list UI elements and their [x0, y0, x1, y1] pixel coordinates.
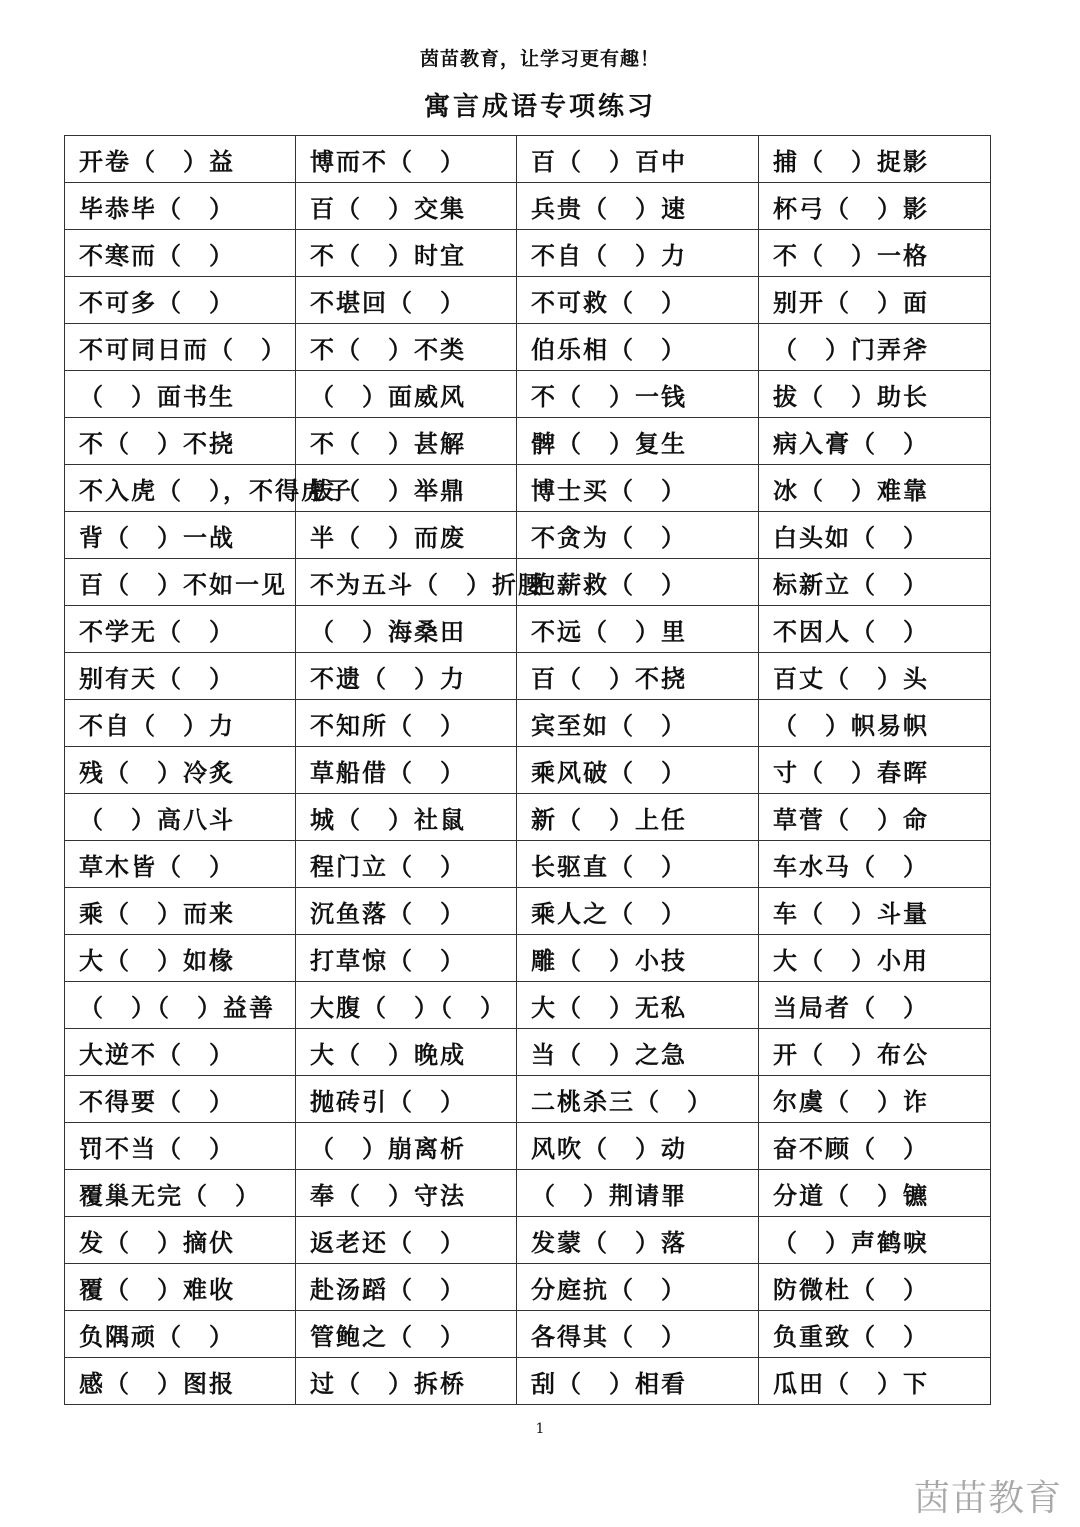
table-row: [65, 747, 991, 794]
idiom-cell: 半（ ）而废: [296, 512, 517, 559]
idiom-cell: 博士买（ ）: [517, 465, 759, 512]
idiom-cell: 分道（ ）镳: [759, 1170, 991, 1217]
idiom-cell: 感（ ）图报: [65, 1358, 296, 1405]
idiom-cell: 拔（ ）举鼎: [296, 465, 517, 512]
idiom-cell: 抛砖引（ ）: [296, 1076, 517, 1123]
idiom-cell: （ ）面威风: [296, 371, 517, 418]
idiom-cell: 当（ ）之急: [517, 1029, 759, 1076]
table-row: [65, 277, 991, 324]
idiom-cell: （ ）面书生: [65, 371, 296, 418]
idiom-cell: 草木皆（ ）: [65, 841, 296, 888]
idiom-cell: 标新立（ ）: [759, 559, 991, 606]
idiom-cell: 负重致（ ）: [759, 1311, 991, 1358]
idiom-cell: 不为五斗（ ）折腰: [296, 559, 517, 606]
idiom-cell: 兵贵（ ）速: [517, 183, 759, 230]
idiom-cell: 百丈（ ）头: [759, 653, 991, 700]
table-row: [65, 1123, 991, 1170]
header-slogan: 茵苗教育，让学习更有趣！: [419, 48, 660, 70]
idiom-cell: 新（ ）上任: [517, 794, 759, 841]
table-row: [65, 136, 991, 183]
idiom-cell: 不（ ）不挠: [65, 418, 296, 465]
idiom-cell: 宾至如（ ）: [517, 700, 759, 747]
idiom-cell: 各得其（ ）: [517, 1311, 759, 1358]
idiom-cell: 冰（ ）难靠: [759, 465, 991, 512]
idiom-cell: 不（ ）一格: [759, 230, 991, 277]
idiom-cell: 残（ ）冷炙: [65, 747, 296, 794]
idiom-cell: 不知所（ ）: [296, 700, 517, 747]
idiom-cell: 不（ ）甚解: [296, 418, 517, 465]
idiom-cell: 大（ ）如椽: [65, 935, 296, 982]
idiom-cell: 不自（ ）力: [65, 700, 296, 747]
idiom-cell: 奋不顾（ ）: [759, 1123, 991, 1170]
idiom-cell: 不得要（ ）: [65, 1076, 296, 1123]
idiom-cell: 管鲍之（ ）: [296, 1311, 517, 1358]
idiom-cell: 大（ ）晚成: [296, 1029, 517, 1076]
idiom-cell: 开卷（ ）益: [65, 136, 296, 183]
idiom-cell: 不远（ ）里: [517, 606, 759, 653]
idiom-cell: 赴汤蹈（ ）: [296, 1264, 517, 1311]
page-title: 寓言成语专项练习: [423, 92, 656, 122]
idiom-cell: 沉鱼落（ ）: [296, 888, 517, 935]
idiom-cell: 不（ ）不类: [296, 324, 517, 371]
idiom-cell: 大腹（ ）（ ）: [296, 982, 517, 1029]
idiom-cell: 百（ ）交集: [296, 183, 517, 230]
idiom-cell: 覆巢无完（ ）: [65, 1170, 296, 1217]
table-row: [65, 700, 991, 747]
idiom-cell: 白头如（ ）: [759, 512, 991, 559]
idiom-cell: 风吹（ ）动: [517, 1123, 759, 1170]
idiom-cell: 覆（ ）难收: [65, 1264, 296, 1311]
idiom-cell: （ ）（ ）益善: [65, 982, 296, 1029]
idiom-cell: （ ）海桑田: [296, 606, 517, 653]
idiom-cell: 捕（ ）捉影: [759, 136, 991, 183]
idiom-cell: 乘（ ）而来: [65, 888, 296, 935]
table-row: [65, 1029, 991, 1076]
idiom-cell: 别开（ ）面: [759, 277, 991, 324]
idiom-cell: 不可多（ ）: [65, 277, 296, 324]
idiom-cell: （ ）门弄斧: [759, 324, 991, 371]
idiom-cell: 雕（ ）小技: [517, 935, 759, 982]
idiom-cell: （ ）帜易帜: [759, 700, 991, 747]
idiom-cell: 不学无（ ）: [65, 606, 296, 653]
idiom-cell: 打草惊（ ）: [296, 935, 517, 982]
idiom-cell: 不可救（ ）: [517, 277, 759, 324]
idiom-cell: 防微杜（ ）: [759, 1264, 991, 1311]
idiom-cell: 不遗（ ）力: [296, 653, 517, 700]
table-row: [65, 559, 991, 606]
table-row: [65, 935, 991, 982]
watermark-logo: 茵苗教育: [913, 1478, 1062, 1519]
table-row: [65, 1358, 991, 1405]
idiom-cell: 杯弓（ ）影: [759, 183, 991, 230]
table-row: [65, 512, 991, 559]
idiom-cell: 毕恭毕（ ）: [65, 183, 296, 230]
idiom-cell: 寸（ ）春晖: [759, 747, 991, 794]
idiom-cell: （ ）荆请罪: [517, 1170, 759, 1217]
idiom-cell: 病入膏（ ）: [759, 418, 991, 465]
table-row: [65, 982, 991, 1029]
idiom-cell: 分庭抗（ ）: [517, 1264, 759, 1311]
table-row: [65, 230, 991, 277]
idiom-cell: 当局者（ ）: [759, 982, 991, 1029]
idiom-cell: 不（ ）时宜: [296, 230, 517, 277]
idiom-cell: 大（ ）小用: [759, 935, 991, 982]
table-row: [65, 1076, 991, 1123]
table-row: [65, 888, 991, 935]
table-row: [65, 183, 991, 230]
table-row: [65, 371, 991, 418]
idiom-cell: 瓜田（ ）下: [759, 1358, 991, 1405]
idiom-cell: 不入虎（ ），不得虎子: [65, 465, 296, 512]
idiom-cell: 别有天（ ）: [65, 653, 296, 700]
idiom-cell: 背（ ）一战: [65, 512, 296, 559]
idiom-cell: 博而不（ ）: [296, 136, 517, 183]
idiom-cell: 不寒而（ ）: [65, 230, 296, 277]
idiom-cell: 车（ ）斗量: [759, 888, 991, 935]
table-row: [65, 841, 991, 888]
table-row: [65, 606, 991, 653]
idiom-cell: 髀（ ）复生: [517, 418, 759, 465]
idiom-table: [64, 135, 991, 1405]
idiom-cell: 尔虞（ ）诈: [759, 1076, 991, 1123]
idiom-cell: 罚不当（ ）: [65, 1123, 296, 1170]
idiom-cell: 不（ ）一钱: [517, 371, 759, 418]
idiom-cell: 发（ ）摘伏: [65, 1217, 296, 1264]
table-row: [65, 1264, 991, 1311]
table-row: [65, 324, 991, 371]
idiom-cell: 刮（ ）相看: [517, 1358, 759, 1405]
idiom-cell: 乘风破（ ）: [517, 747, 759, 794]
idiom-cell: 城（ ）社鼠: [296, 794, 517, 841]
idiom-cell: 乘人之（ ）: [517, 888, 759, 935]
idiom-cell: 奉（ ）守法: [296, 1170, 517, 1217]
idiom-cell: （ ）声鹤唳: [759, 1217, 991, 1264]
idiom-cell: 不因人（ ）: [759, 606, 991, 653]
idiom-cell: 开（ ）布公: [759, 1029, 991, 1076]
idiom-cell: 过（ ）拆桥: [296, 1358, 517, 1405]
table-row: [65, 1217, 991, 1264]
idiom-cell: 长驱直（ ）: [517, 841, 759, 888]
table-row: [65, 1311, 991, 1358]
idiom-cell: 百（ ）百中: [517, 136, 759, 183]
idiom-cell: 不自（ ）力: [517, 230, 759, 277]
idiom-cell: 返老还（ ）: [296, 1217, 517, 1264]
idiom-cell: 负隅顽（ ）: [65, 1311, 296, 1358]
idiom-cell: 大逆不（ ）: [65, 1029, 296, 1076]
idiom-cell: 拔（ ）助长: [759, 371, 991, 418]
table-row: [65, 418, 991, 465]
idiom-cell: 车水马（ ）: [759, 841, 991, 888]
table-row: [65, 794, 991, 841]
idiom-cell: 伯乐相（ ）: [517, 324, 759, 371]
table-row: [65, 465, 991, 512]
idiom-cell: 百（ ）不如一见: [65, 559, 296, 606]
idiom-cell: 百（ ）不挠: [517, 653, 759, 700]
idiom-cell: （ ）崩离析: [296, 1123, 517, 1170]
idiom-cell: 不堪回（ ）: [296, 277, 517, 324]
idiom-cell: 程门立（ ）: [296, 841, 517, 888]
idiom-cell: 不贪为（ ）: [517, 512, 759, 559]
idiom-cell: （ ）高八斗: [65, 794, 296, 841]
table-row: [65, 1170, 991, 1217]
idiom-cell: 大（ ）无私: [517, 982, 759, 1029]
idiom-cell: 抱薪救（ ）: [517, 559, 759, 606]
idiom-cell: 不可同日而（ ）: [65, 324, 296, 371]
idiom-cell: 草菅（ ）命: [759, 794, 991, 841]
idiom-cell: 发蒙（ ）落: [517, 1217, 759, 1264]
idiom-cell: 二桃杀三（ ）: [517, 1076, 759, 1123]
idiom-cell: 草船借（ ）: [296, 747, 517, 794]
table-row: [65, 653, 991, 700]
page-number: 1: [535, 1421, 545, 1437]
